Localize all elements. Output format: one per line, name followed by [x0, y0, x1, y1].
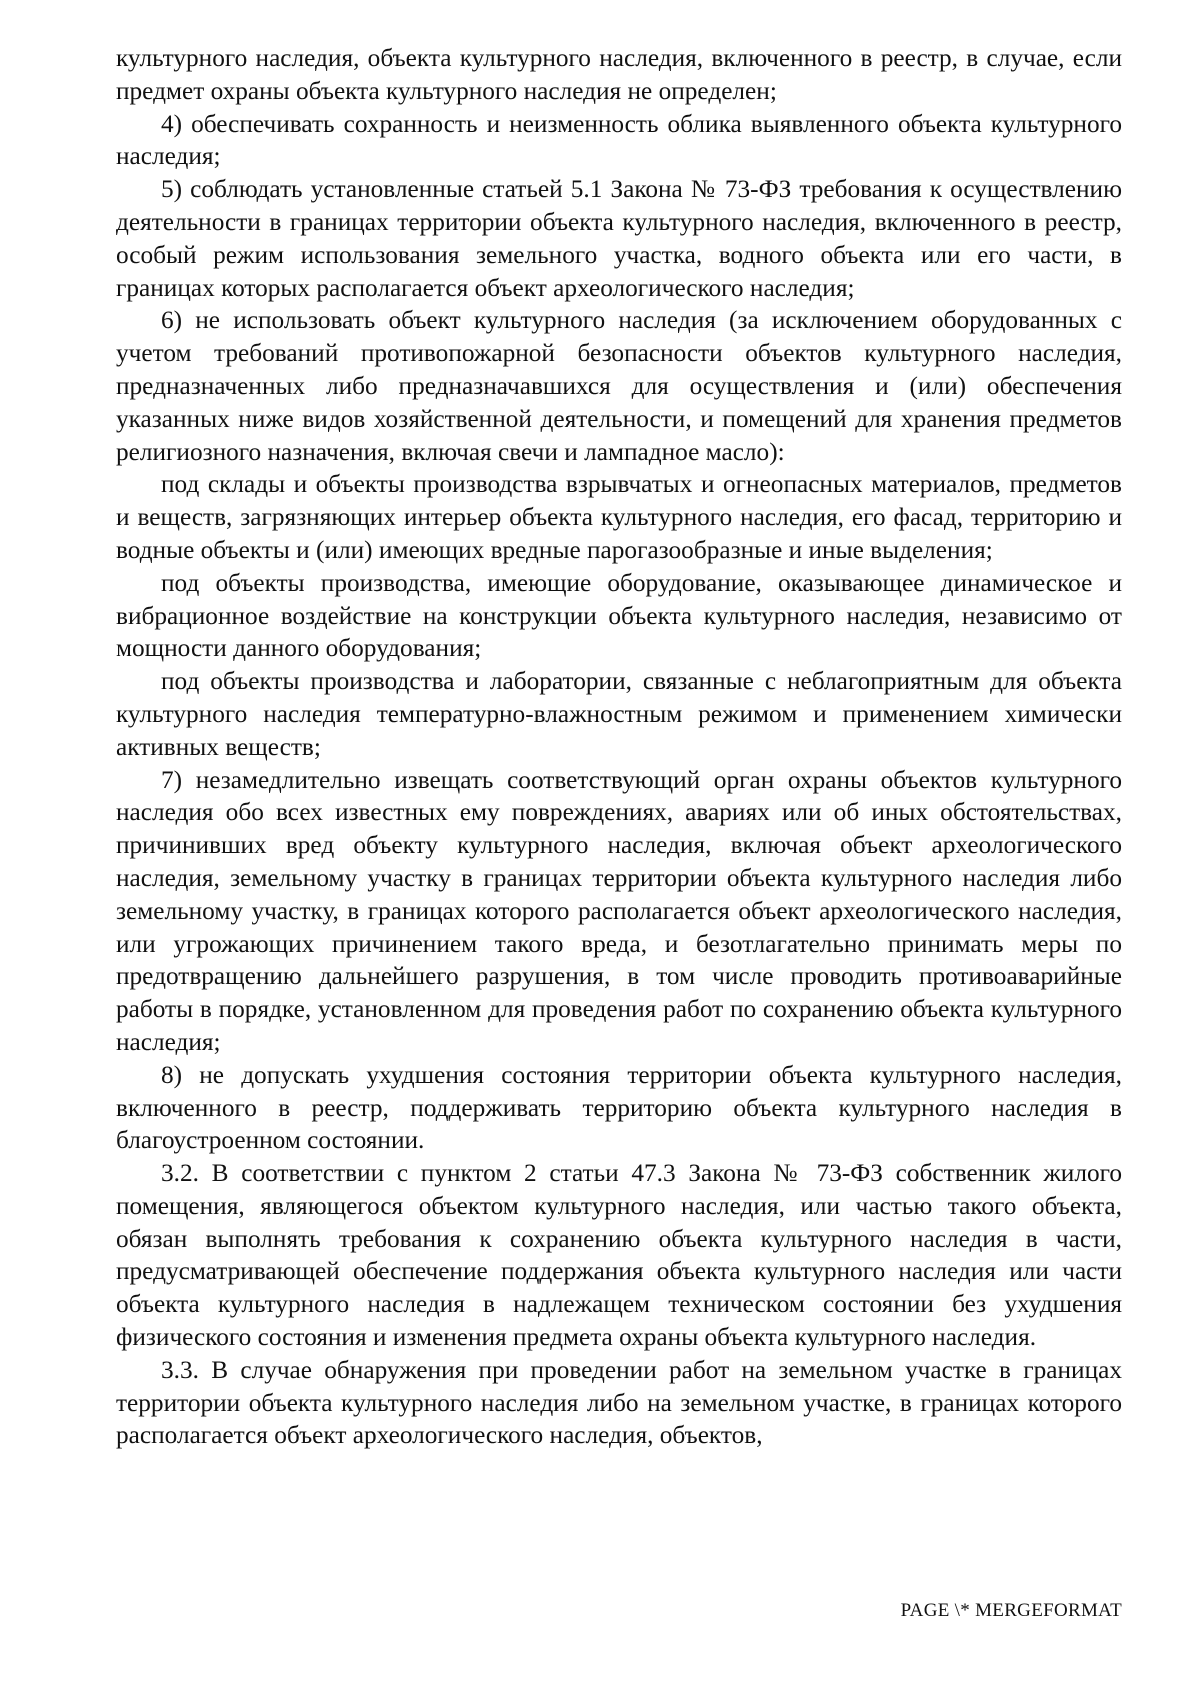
paragraph-item-6-vibration: под объекты производства, имеющие оборудование, оказывающее динамическое и вибрационное воздействие на конструкции объекта культурного наследия, независимо от мощности данного оборудования; [116, 568, 1122, 663]
paragraph-section-3-2: 3.2. В соответствии с пунктом 2 статьи 47.3 Закона № 73-ФЗ собственник жилого помещения, являющегося объектом культурного наследия, или частью такого объекта, обязан выполнять требования к сохранению объекта культурного наследия в части, предусматривающей обеспечение поддержания объекта культурного наследия или части объекта культурного наследия в надлежащем техническом состоянии без ухудшения физического состояния и изменения предмета охраны объекта культурного наследия. [116, 1159, 1122, 1352]
paragraph-item-5: 5) соблюдать установленные статьей 5.1 Закона № 73-ФЗ требования к осуществлению деятельности в границах территории объекта культурного наследия, включенного в реестр, особый режим использования земельного участка, водного объекта или его части, в границах которых располагается объект археологического наследия; [116, 175, 1122, 302]
paragraph-continuation: культурного наследия, объекта культурного наследия, включенного в реестр, в случае, если предмет охраны объекта культурного наследия не определен; [116, 44, 1122, 105]
page-footer-field: PAGE \* MERGEFORMAT [900, 1600, 1122, 1621]
paragraph-section-3-3: 3.3. В случае обнаружения при проведении работ на земельном участке в границах территории объекта культурного наследия либо на земельном участке, в границах которого располагается объект археологического наследия, объектов, [116, 1355, 1122, 1450]
paragraph-item-4: 4) обеспечивать сохранность и неизменность облика выявленного объекта культурного наследия; [116, 109, 1122, 171]
paragraph-item-6-laboratories: под объекты производства и лаборатории, связанные с неблагоприятным для объекта культурного наследия температурно-влажностным режимом и применением химически активных веществ; [116, 667, 1122, 761]
paragraph-item-7: 7) незамедлительно извещать соответствующий орган охраны объектов культурного наследия обо всех известных ему повреждениях, авариях или об иных обстоятельствах, причинивших вред объекту культурного наследия, включая объект археологического наследия, земельному участку в границах территории объекта культурного наследия либо земельному участку, в границах которого располагается объект археологического наследия, или угрожающих причинением такого вреда, и безотлагательно принимать меры по предотвращению дальнейшего разрушения, в том числе проводить противоаварийные работы в порядке, установленном для проведения работ по сохранению объекта культурного наследия; [116, 765, 1122, 1056]
paragraph-item-8: 8) не допускать ухудшения состояния территории объекта культурного наследия, включенного в реестр, поддерживать территорию объекта культурного наследия в благоустроенном состоянии. [116, 1060, 1122, 1155]
document-body [116, 42, 1122, 1452]
paragraph-item-6-warehouses: под склады и объекты производства взрывчатых и огнеопасных материалов, предметов и веществ, загрязняющих интерьер объекта культурного наследия, его фасад, территорию и водные объекты и (или) имеющих вредные парогазообразные и иные выделения; [116, 470, 1122, 564]
paragraph-item-6: 6) не использовать объект культурного наследия (за исключением оборудованных с учетом требований противопожарной безопасности объектов культурного наследия, предназначенных либо предназначавшихся для осуществления и (или) обеспечения указанных ниже видов хозяйственной деятельности, и помещений для хранения предметов религиозного назначения, включая свечи и лампадное масло): [116, 306, 1122, 466]
